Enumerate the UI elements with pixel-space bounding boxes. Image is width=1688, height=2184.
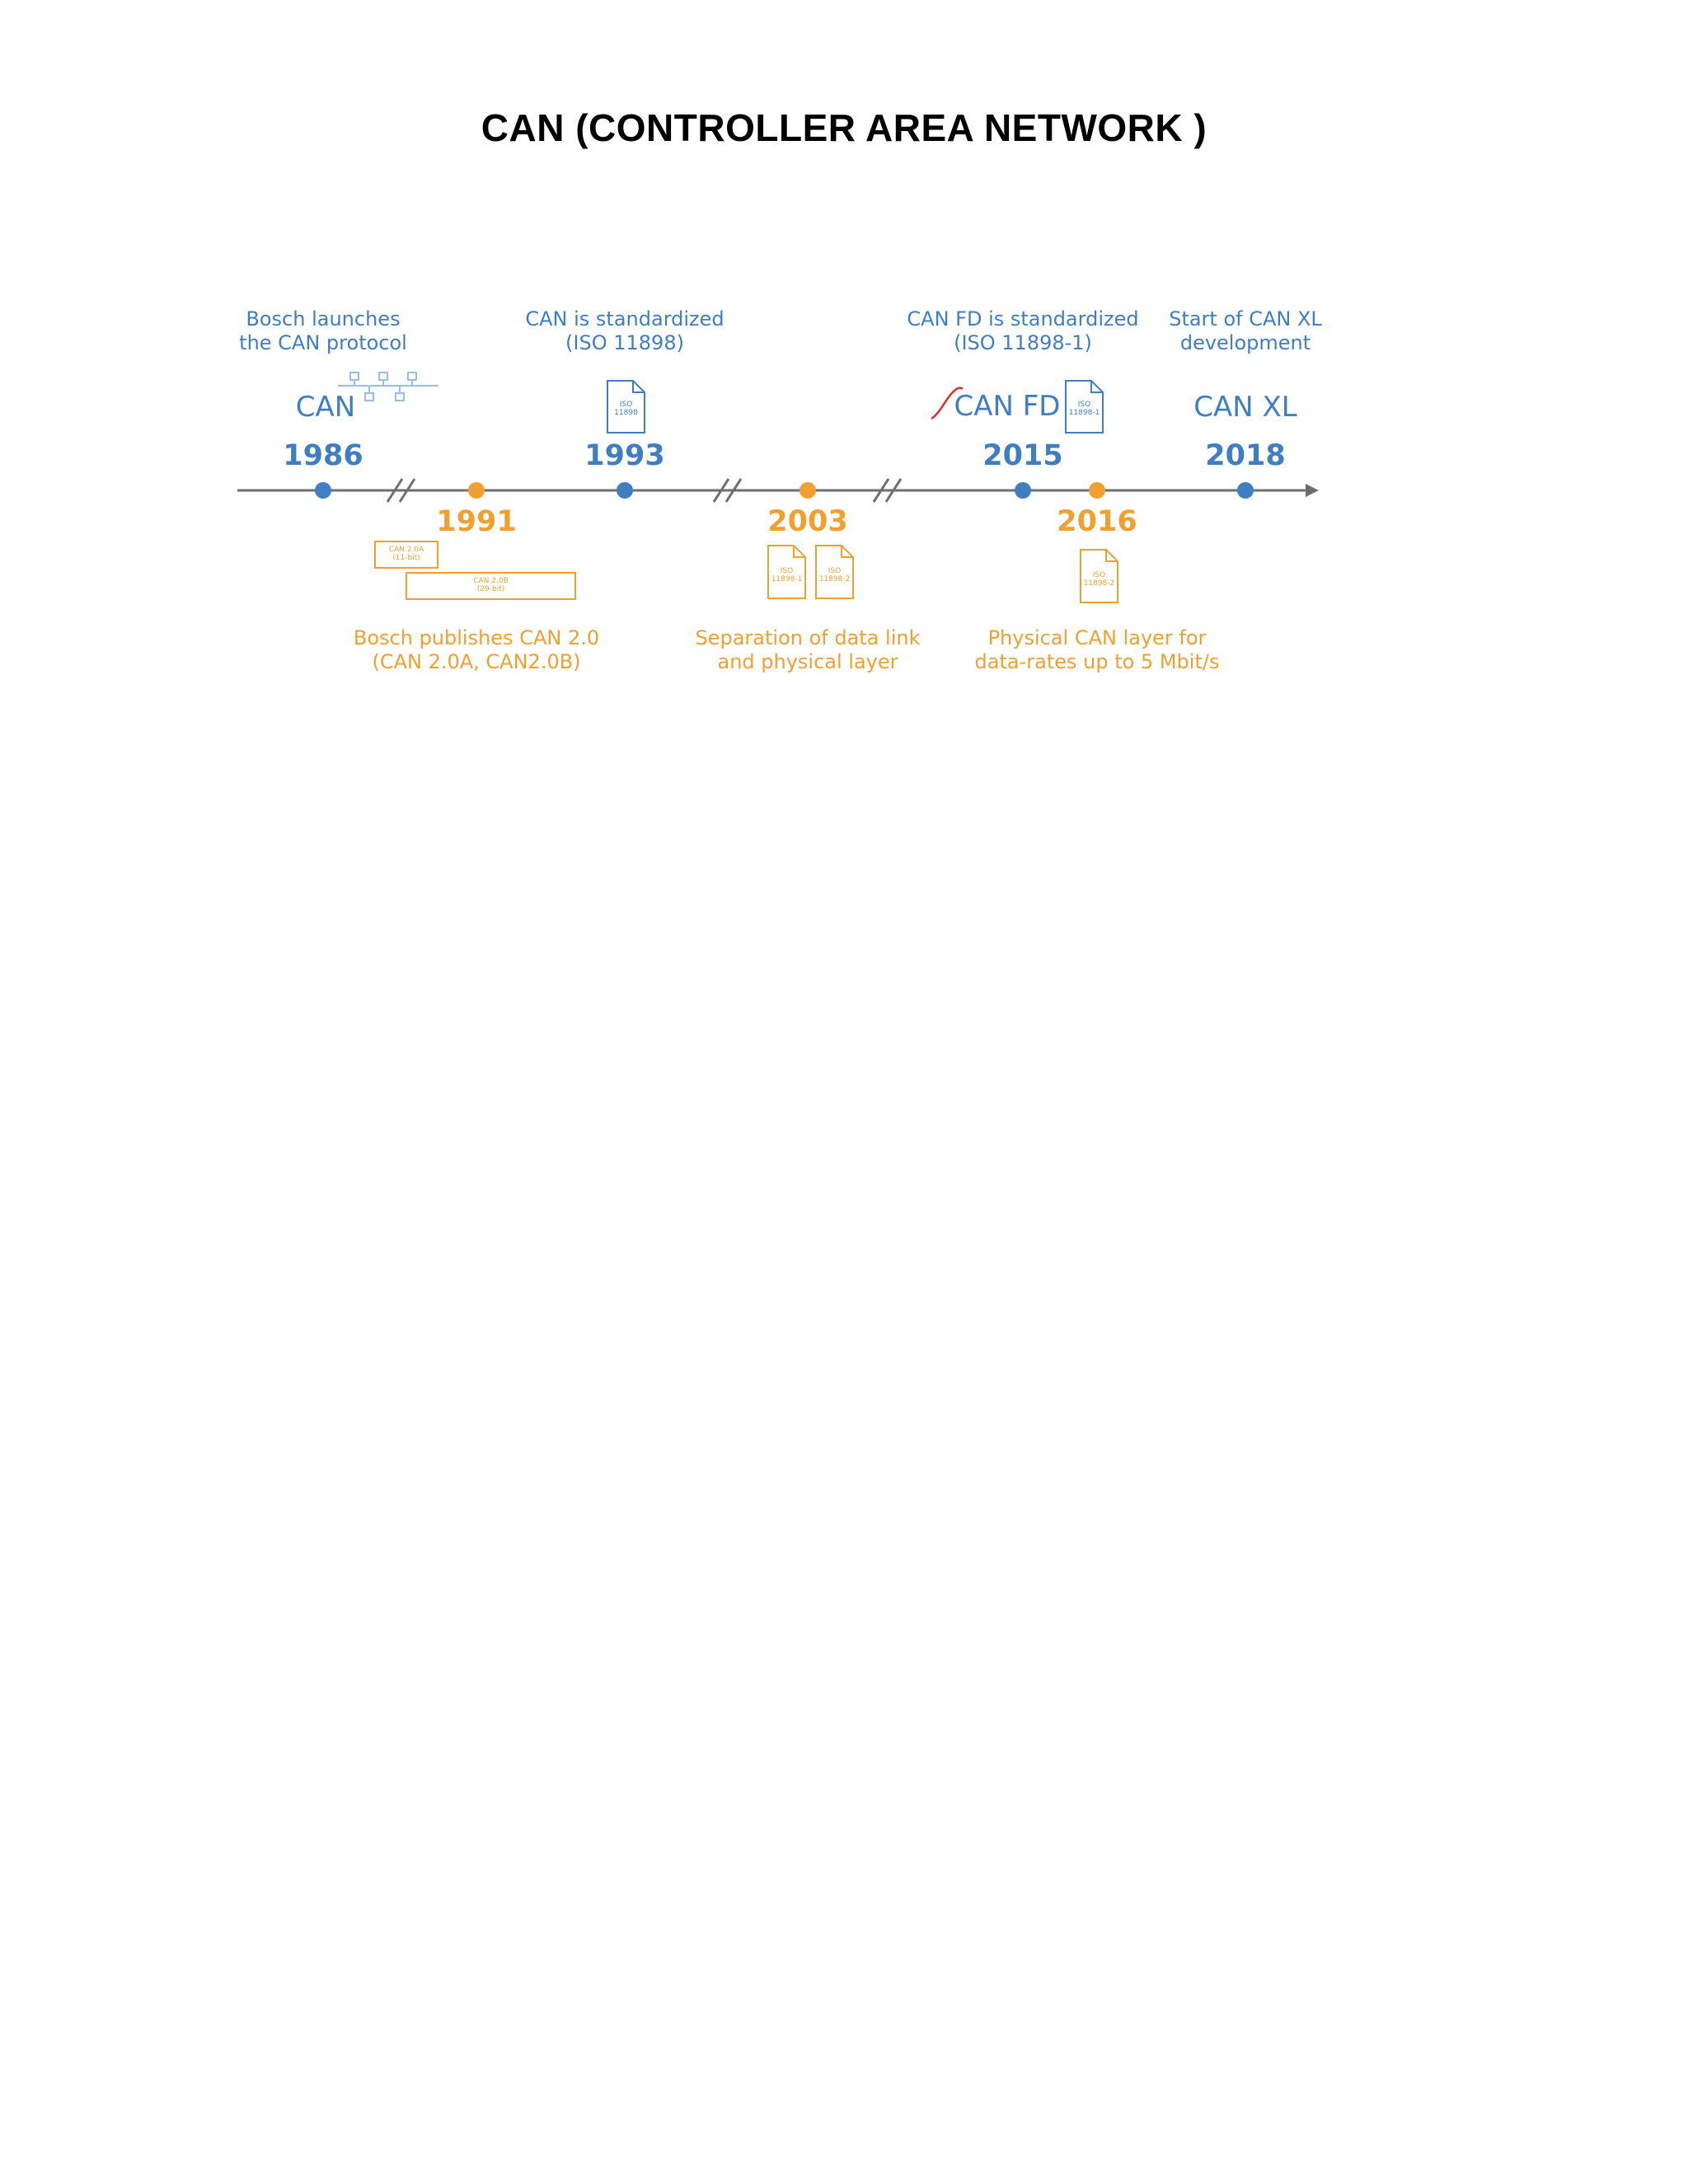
- doc-2016-number: 11898-2: [1083, 579, 1115, 588]
- doc-2015-iso: ISO: [1077, 401, 1091, 409]
- timeline-dot-2018: [1237, 482, 1254, 499]
- year-1993: 1993: [584, 439, 665, 472]
- doc-2015-number: 11898-1: [1068, 409, 1100, 417]
- doc-2003-2-label: [816, 567, 853, 583]
- year-1986: 1986: [283, 439, 363, 472]
- timeline-dot-2003: [799, 482, 816, 499]
- doc-2003-1-number: 11898-1: [771, 575, 803, 583]
- event-2015-desc-line1: CAN FD is standardized: [907, 307, 1139, 330]
- year-2016: 2016: [1057, 505, 1137, 538]
- event-1993-description: [509, 307, 740, 355]
- event-1991-desc-line1: Bosch publishes CAN 2.0: [353, 626, 600, 649]
- timeline-arrow-head: [1306, 484, 1319, 497]
- year-2003: 2003: [767, 505, 848, 538]
- event-2016-desc-line2: data-rates up to 5 Mbit/s: [974, 650, 1220, 673]
- timeline-dot-2015: [1015, 482, 1031, 499]
- doc-2003-1-iso: ISO: [780, 567, 794, 575]
- doc-2003-1-label: [768, 567, 805, 583]
- doc-2016-label: [1081, 571, 1118, 588]
- can-fd-logo: CAN FD: [954, 390, 1061, 423]
- event-2015-desc-line2: (ISO 11898-1): [954, 331, 1092, 354]
- event-1986-description: [224, 307, 422, 355]
- timeline-dot-1993: [617, 482, 633, 499]
- event-1986-desc-line2: the CAN protocol: [239, 331, 407, 354]
- event-2018-description: [1159, 307, 1332, 355]
- can-2-0b-label: CAN 2.0B: [473, 577, 509, 585]
- year-2015: 2015: [982, 439, 1063, 472]
- event-1993-desc-line1: CAN is standardized: [525, 307, 724, 330]
- event-1991-description: [345, 626, 608, 674]
- event-1993-desc-line2: (ISO 11898): [565, 331, 684, 354]
- event-2003-desc-line1: Separation of data link: [695, 626, 921, 649]
- event-2016-description: [969, 626, 1225, 674]
- can-logo: CAN: [295, 391, 356, 424]
- doc-2003-2-number: 11898-2: [818, 575, 851, 583]
- can-2-0b-sub: (29-bit): [476, 585, 505, 593]
- event-2015-description: [903, 307, 1142, 355]
- event-2003-description: [684, 626, 931, 674]
- year-1991: 1991: [436, 505, 517, 538]
- doc-2015-label: [1066, 401, 1103, 417]
- can-xl-logo: CAN XL: [1193, 391, 1297, 424]
- doc-1993-number: 11898: [614, 409, 638, 417]
- can-2-0a-sub: (11-bit): [392, 554, 420, 562]
- event-1991-desc-line2: (CAN 2.0A, CAN2.0B): [372, 650, 581, 673]
- can-2-0b-box-label: [406, 577, 575, 593]
- timeline-dot-2016: [1089, 482, 1105, 499]
- doc-2016-iso: ISO: [1092, 571, 1106, 579]
- event-2018-desc-line1: Start of CAN XL: [1169, 307, 1322, 330]
- event-2003-desc-line2: and physical layer: [717, 650, 898, 673]
- doc-1993-iso: ISO: [619, 401, 633, 409]
- timeline-dot-1986: [315, 482, 331, 499]
- can-2-0a-box-label: [375, 546, 438, 562]
- event-2018-desc-line2: development: [1179, 331, 1311, 354]
- can-2-0a-label: CAN 2.0A: [388, 546, 424, 554]
- event-1986-desc-line1: Bosch launches: [246, 307, 401, 330]
- page-title: CAN (CONTROLLER AREA NETWORK ): [481, 106, 1207, 149]
- timeline-dot-1991: [468, 482, 485, 499]
- doc-2003-2-iso: ISO: [828, 567, 842, 575]
- doc-1993-label: [607, 401, 645, 417]
- year-2018: 2018: [1205, 439, 1286, 472]
- event-2016-desc-line1: Physical CAN layer for: [987, 626, 1207, 649]
